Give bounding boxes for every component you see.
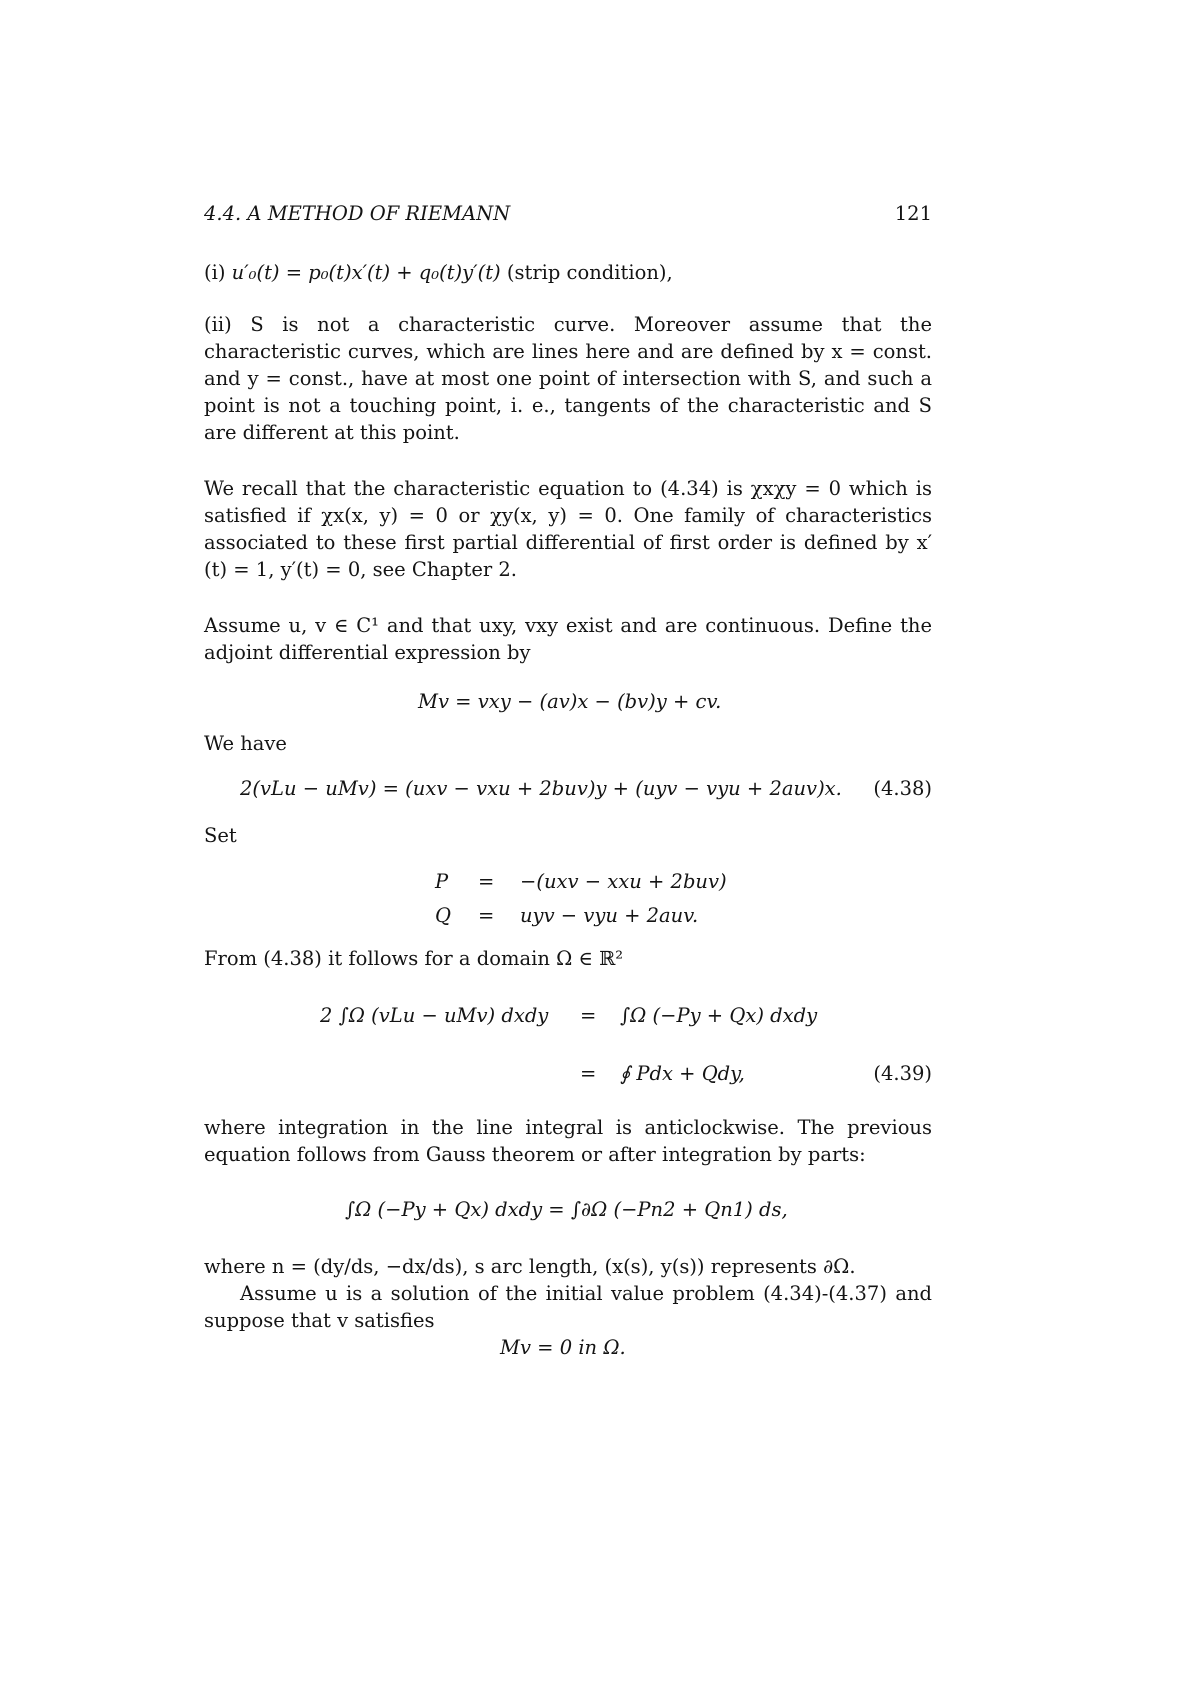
equation-mv-zero: Mv = 0 in Ω.	[500, 1336, 626, 1359]
condition-ii: (ii) S is not a characteristic curve. Moreover assume that the characteristic curves, which are lines here and are defined by x = const. and y = const., have at most one point of intersection with S, and such a point is not a touching point, i. e., tangents of the characteristic and S are different at this point.	[204, 313, 932, 444]
definition-P-lhs: P	[435, 870, 449, 893]
paragraph-set: Set	[204, 824, 237, 847]
running-header	[204, 200, 932, 228]
equation-number-4-39: (4.39)	[873, 1062, 932, 1085]
paragraph-assume-solution: Assume u is a solution of the initial value problem (4.34)-(4.37) and suppose that v satisfies	[204, 1282, 932, 1332]
paragraph-adjoint-definition: Assume u, v ∈ C¹ and that uxy, vxy exist and are continuous. Define the adjoint differential expression by	[204, 614, 932, 664]
equation-4-39-rhs-2: ∮ Pdx + Qdy,	[620, 1062, 745, 1085]
condition-i	[204, 259, 932, 286]
definition-Q-lhs: Q	[435, 904, 451, 927]
adjoint-equation: Mv = vxy − (av)x − (bv)y + cv.	[418, 690, 722, 713]
equation-4-39-equals-1: =	[580, 1004, 597, 1027]
paragraph-characteristic-equation: We recall that the characteristic equation to (4.34) is χxχy = 0 which is satisfied if χx(x, y) = 0 or χy(x, y) = 0. One family of characteristics associated to these first partial differential of first order is defined by x′(t) = 1, y′(t) = 0, see Chapter 2.	[204, 477, 932, 581]
equation-4-39-rhs-1: ∫Ω (−Py + Qx) dxdy	[620, 1004, 818, 1027]
equation-4-39-lhs: 2 ∫Ω (vLu − uMv) dxdy	[320, 1004, 549, 1027]
paragraph-from-4-38: From (4.38) it follows for a domain Ω ∈ ℝ²	[204, 947, 624, 970]
section-title: 4.4. A METHOD OF RIEMANN	[204, 202, 511, 225]
paragraph-line-integral: where integration in the line integral is anticlockwise. The previous equation follows from Gauss theorem or after integration by parts:	[204, 1116, 932, 1166]
strip-condition-equation: u′₀(t) = p₀(t)x′(t) + q₀(t)y′(t)	[231, 261, 501, 284]
equation-number-4-38: (4.38)	[873, 777, 932, 800]
paragraph-normal-vector: where n = (dy/ds, −dx/ds), s arc length, (x(s), y(s)) represents ∂Ω.	[204, 1255, 856, 1278]
definition-P-rhs: −(uxv − xxu + 2buv)	[520, 870, 727, 893]
condition-i-note: (strip condition),	[500, 261, 673, 284]
equation-4-39-equals-2: =	[580, 1062, 597, 1085]
definition-Q-equals: =	[478, 904, 495, 927]
definition-P-equals: =	[478, 870, 495, 893]
paragraph-we-have: We have	[204, 732, 287, 755]
definition-Q-rhs: uyv − vyu + 2auv.	[520, 904, 699, 927]
gauss-equation: ∫Ω (−Py + Qx) dxdy = ∫∂Ω (−Pn2 + Qn1) ds,	[345, 1198, 788, 1221]
page-number: 121	[894, 202, 932, 225]
condition-i-label: (i)	[204, 261, 232, 284]
equation-4-38: 2(vLu − uMv) = (uxv − vxu + 2buv)y + (uyv − vyu + 2auv)x.	[240, 777, 842, 800]
